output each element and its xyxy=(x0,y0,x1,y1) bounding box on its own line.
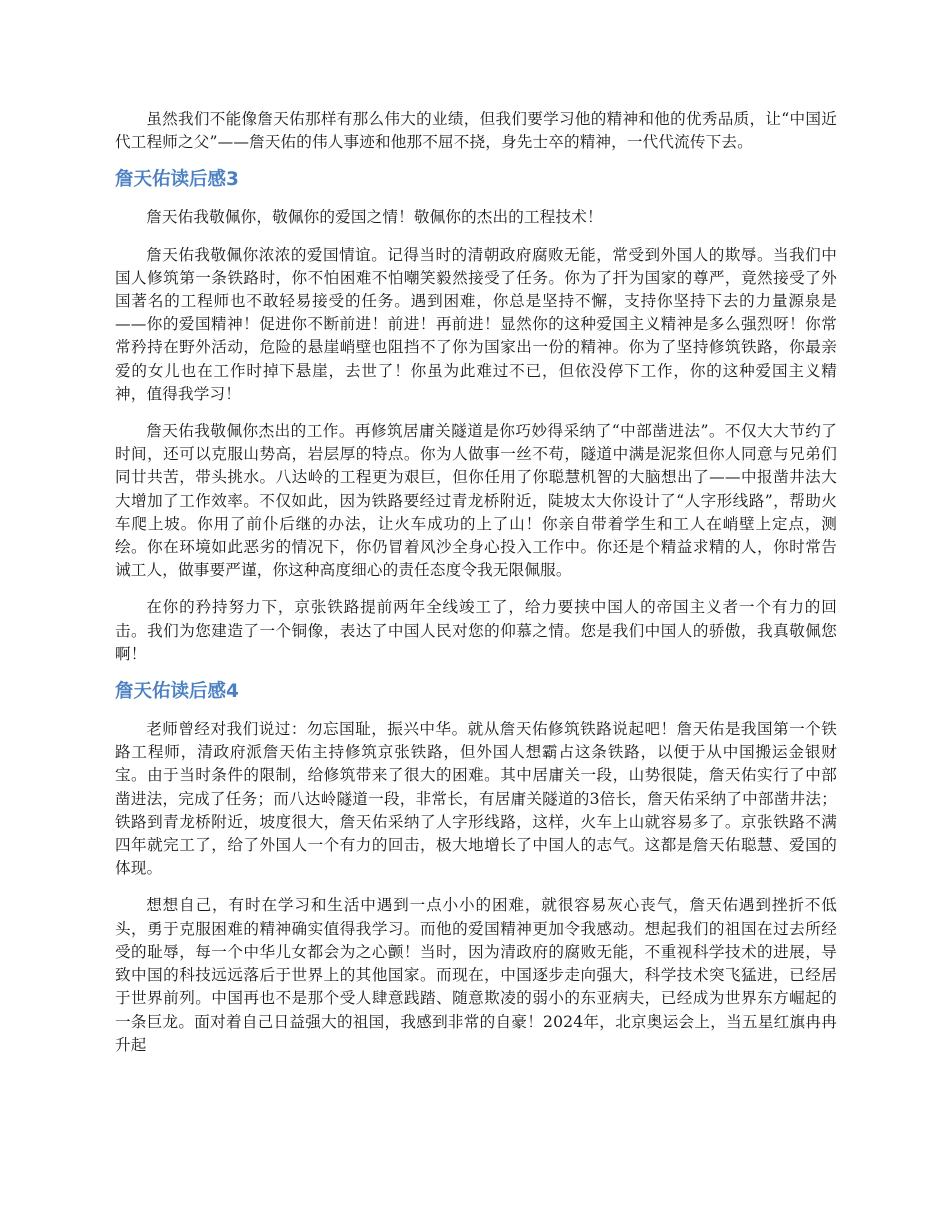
paragraph-3-1: 詹天佑我敬佩你，敬佩你的爱国之情！敬佩你的杰出的工程技术！ xyxy=(146,208,603,227)
document-body xyxy=(115,108,837,1071)
paragraph-4-1: 老师曾经对我们说过：勿忘国耻，振兴中华。就从詹天佑修筑铁路说起吧！詹天佑是我国第一个铁路工程师，清政府派詹天佑主持修筑京张铁路，但外国人想霸占这条铁路，以便于从中国搬运金银财宝。由于当时条件的限制，给修筑带来了很大的困难。其中居庸关一段，山势很陡，詹天佑实行了中部凿进法，完成了任务；而八达岭隧道一段，非常长，有居庸关隧道的3倍长，詹天佑采纳了中部凿井法；铁路到青龙桥附近，坡度很大，詹天佑采纳了人字形线路，这样，火车上山就容易多了。京张铁路不满四年就完工了，给了外国人一个有力的回击，极大地增长了中国人的志气。这都是詹天佑聪慧、爱国的体现。 xyxy=(115,720,837,878)
section-heading-4: 詹天佑读后感4 xyxy=(115,681,239,703)
paragraph-3-4: 在你的矜持努力下，京张铁路提前两年全线竣工了，给力要挟中国人的帝国主义者一个有力的回击。我们为您建造了一个铜像，表达了中国人民对您的仰慕之情。您是我们中国人的骄傲，我真敬佩您啊！ xyxy=(115,598,837,663)
paragraph-intro-closing: 虽然我们不能像詹天佑那样有那么伟大的业绩，但我们要学习他的精神和他的优秀品质，让“中国近代工程师之父”——詹天佑的伟人事迹和他那不屈不挠，身先士卒的精神，一代代流传下去。 xyxy=(115,110,837,152)
paragraph-3-3: 詹天佑我敬佩你杰出的工作。再修筑居庸关隧道是你巧妙得采纳了“中部凿进法”。不仅大大节约了时间，还可以克服山势高，岩层厚的特点。你为人做事一丝不苟，隧道中满是泥浆但你人同意与兄弟们同廿共苦，带头挑水。八达岭的工程更为艰巨，但你任用了你聪慧机智的大脑想出了——中报凿井法大大增加了工作效率。不仅如此，因为铁路要经过青龙桥附近，陡坡太大你设计了“人字形线路”，帮助火车爬上坡。你用了前仆后继的办法，让火车成功的上了山！你亲自带着学生和工人在峭壁上定点，测绘。你在环境如此恶劣的情况下，你仍冒着风沙全身心投入工作中。你还是个精益求精的人，你时常告诫工人，做事要严谨，你这种高度细心的责任态度令我无限佩服。 xyxy=(115,422,837,580)
paragraph-3-2: 詹天佑我敬佩你浓浓的爱国情谊。记得当时的清朝政府腐败无能，常受到外国人的欺辱。当我们中国人修筑第一条铁路时，你不怕困难不怕嘲笑毅然接受了任务。你为了扞为国家的尊严，竟然接受了外国著名的工程师也不敢轻易接受的任务。遇到困难，你总是坚持不懈，支持你坚持下去的力量源泉是——你的爱国精神！促进你不断前进！前进！再前进！显然你的这种爱国主义精神是多么强烈呀！你常常矜持在野外活动，危险的悬崖峭壁也阻挡不了你为国家出一份的精神。你为了坚持修筑铁路，你最亲爱的女儿也在工作时掉下悬崖，去世了！你虽为此难过不已，但依没停下工作，你的这种爱国主义精神，值得我学习！ xyxy=(115,245,837,403)
section-heading-3: 詹天佑读后感3 xyxy=(115,169,239,191)
paragraph-4-2: 想想自己，有时在学习和生活中遇到一点小小的困难，就很容易灰心丧气，詹天佑遇到挫折不低头，勇于克服困难的精神确实值得我学习。而他的爱国精神更加令我感动。想起我们的祖国在过去所经受的耻辱，每一个中华儿女都会为之心颤！当时，因为清政府的腐败无能，不重视科学技术的进展，导致中国的科技远远落后于世界上的其他国家。而现在，中国逐步走向强大，科学技术突飞猛进，已经居于世界前列。中国再也不是那个受人肆意践踏、随意欺凌的弱小的东亚病夫，已经成为世界东方崛起的一条巨龙。面对着自己日益强大的祖国，我感到非常的自豪！2024年，北京奥运会上，当五星红旗冉冉升起 xyxy=(115,896,837,1054)
